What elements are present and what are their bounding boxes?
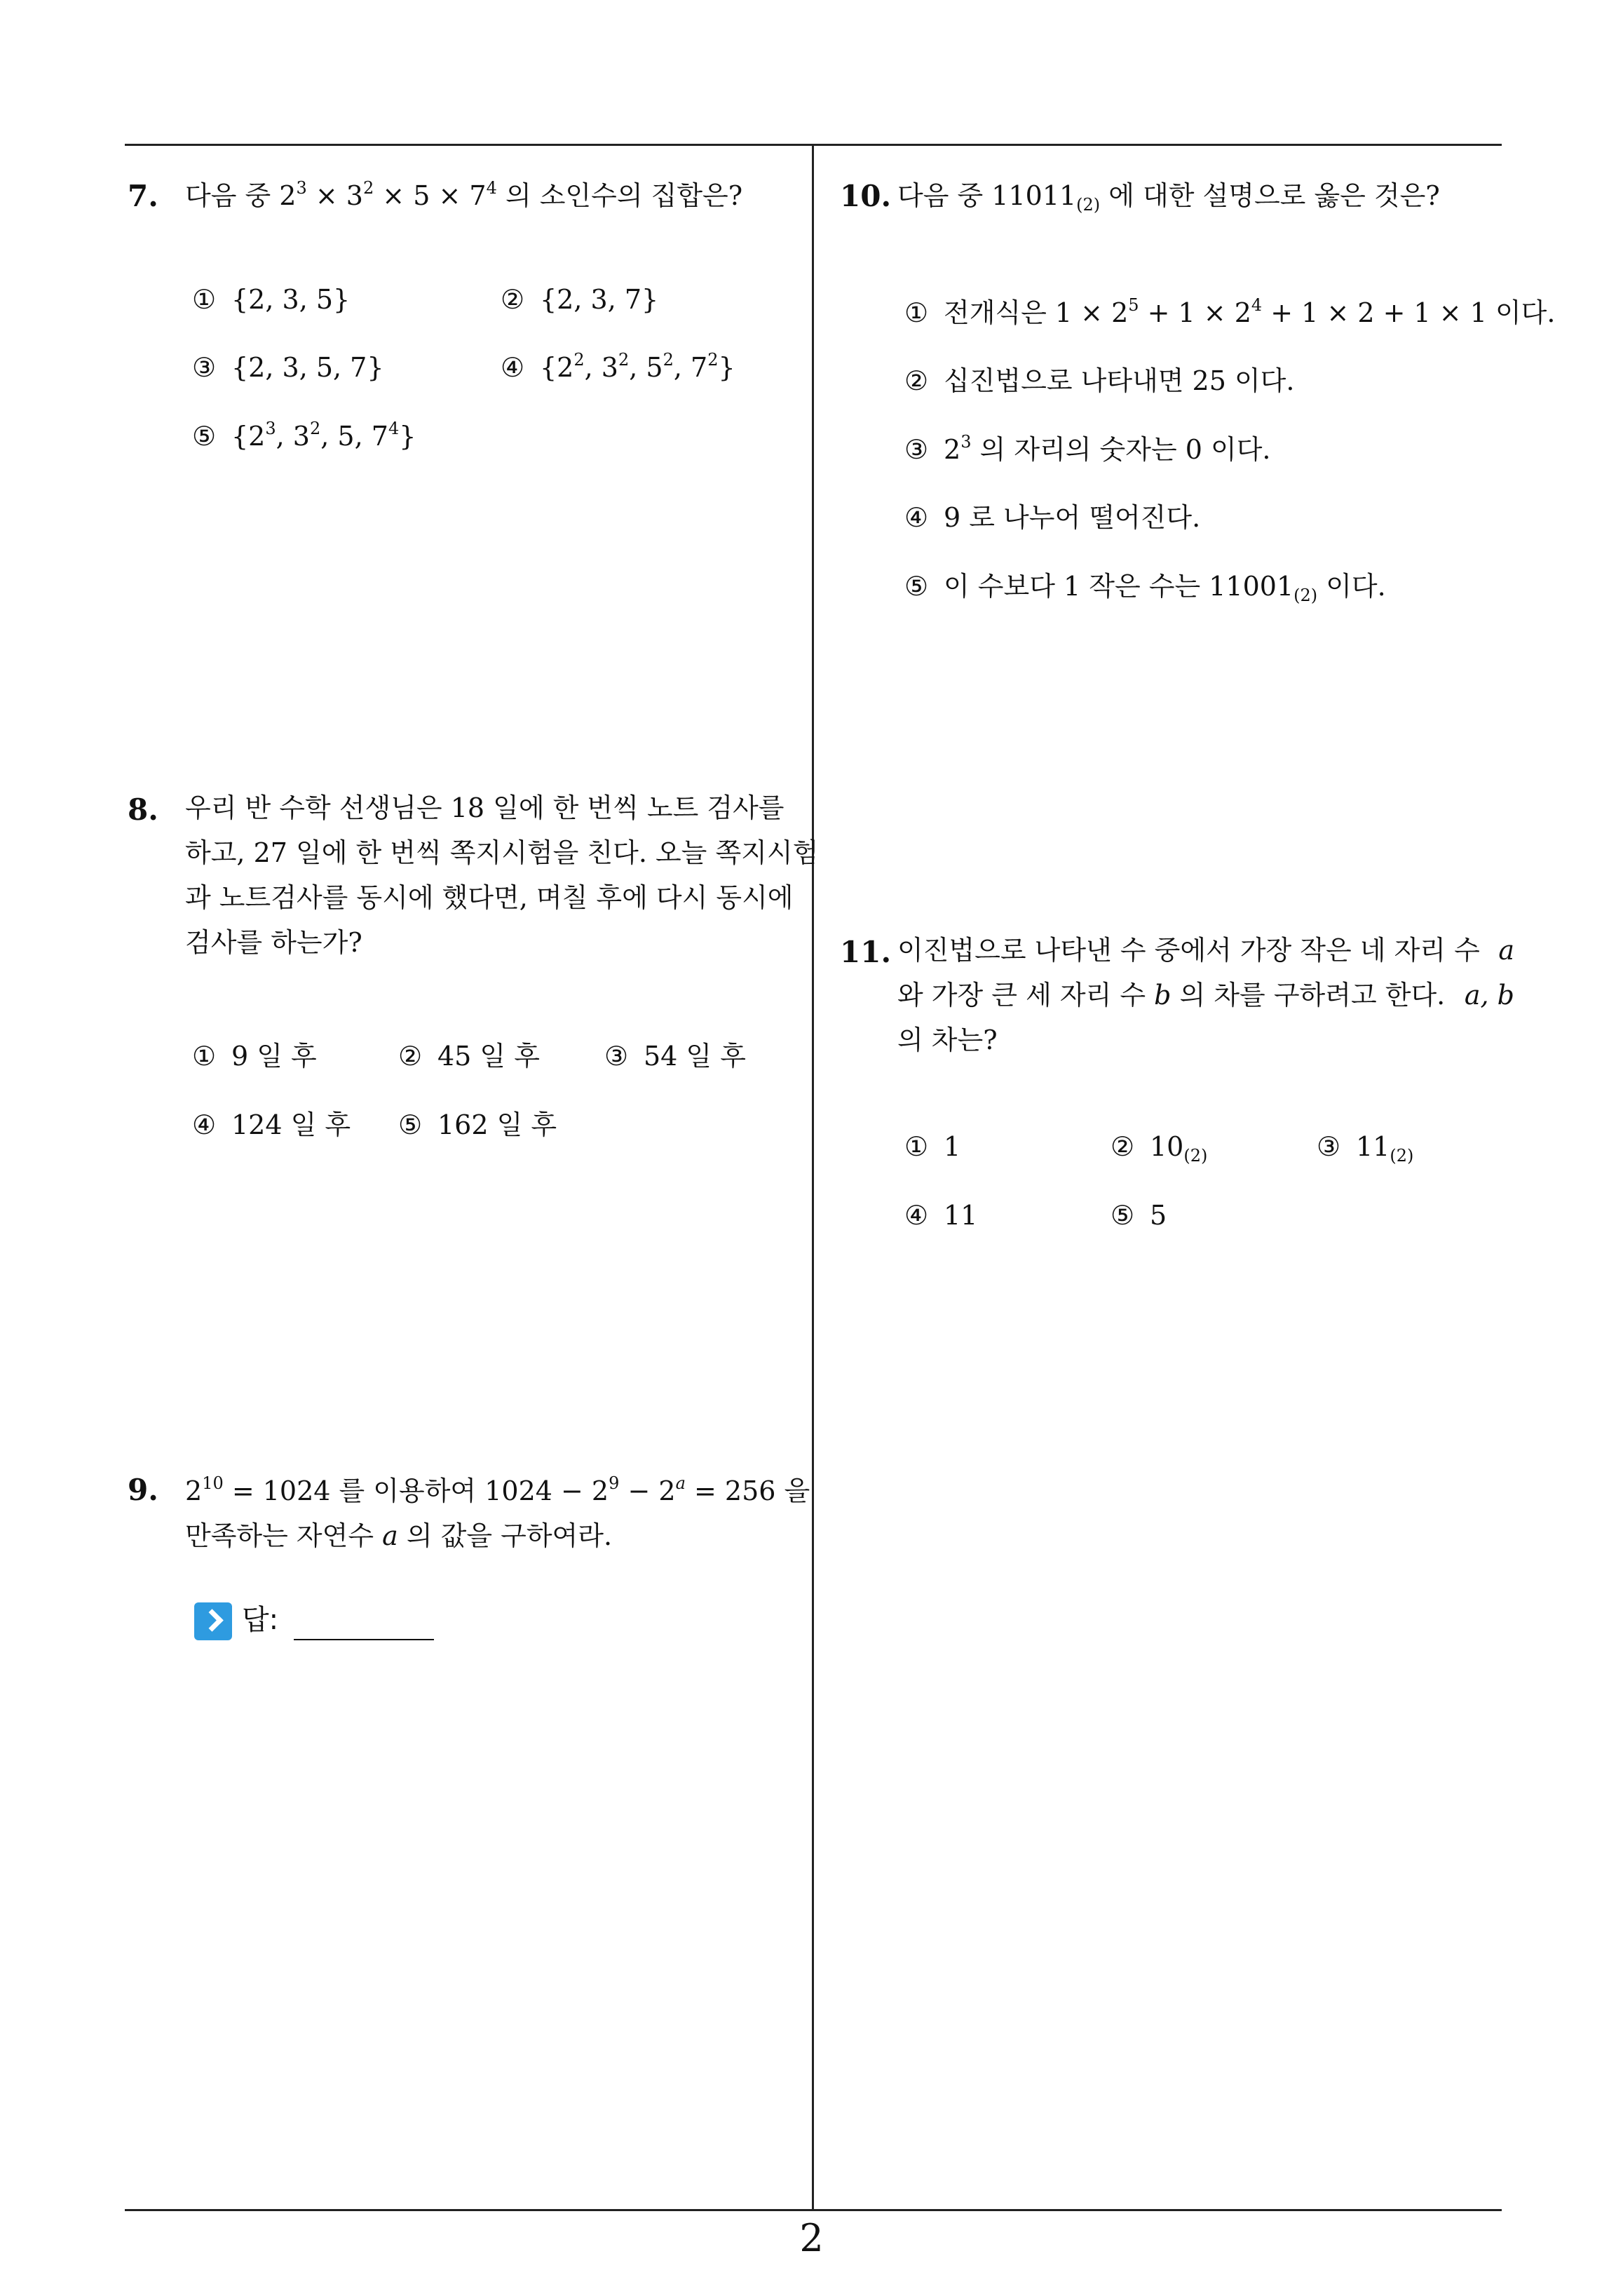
- arrow-right-icon: [194, 1602, 232, 1640]
- answer-row: [194, 1598, 434, 1640]
- option-2[interactable]: ② {2, 3, 7}: [501, 284, 659, 315]
- option-3[interactable]: ③ {2, 3, 5, 7}: [192, 352, 384, 383]
- option-4[interactable]: ④ {$2^2$, $3^2$, $5^2$, $7^2$}: [501, 350, 735, 383]
- option-5[interactable]: ⑤ 이 수보다 1 작은 수는 $11001_{(2)}$ 이다.: [904, 571, 1386, 605]
- option-5[interactable]: ⑤ 5: [1111, 1200, 1167, 1231]
- answer-label: 답:: [242, 1604, 279, 1636]
- question-text: 다음 중 $2^3 \times 3^2 \times 5 \times 7^4$ 의 소인수의 집합은?: [185, 178, 743, 211]
- question-10: [840, 179, 1556, 628]
- option-4[interactable]: ④ 11: [904, 1200, 978, 1231]
- option-3[interactable]: ③ 54 일 후: [604, 1041, 746, 1072]
- question-number: 7.: [128, 179, 158, 213]
- question-7: [128, 179, 801, 473]
- question-text: $2^{10} = 1024$ 를 이용하여 $1024 - 2^9 - 2^a = 256$ 을 만족하는 자연수 a 의 값을 구하여라.: [185, 1473, 810, 1551]
- question-number: 9.: [128, 1473, 158, 1507]
- question-text: 이진법으로 나타낸 수 중에서 가장 작은 네 자리 수 a 와 가장 큰 세 자리 수 b 의 차를 구하려고 한다. a, b 의 차는?: [897, 935, 1514, 1055]
- question-number: 10.: [840, 179, 892, 213]
- column-divider: [812, 145, 814, 2210]
- option-1[interactable]: ① 9 일 후: [192, 1041, 317, 1072]
- answer-blank[interactable]: [294, 1611, 434, 1640]
- option-1[interactable]: ① {2, 3, 5}: [192, 284, 351, 315]
- page-number: 2: [799, 2216, 824, 2260]
- option-1[interactable]: ① 1: [904, 1131, 961, 1162]
- option-5[interactable]: ⑤ {$2^3$, $3^2$, 5, $7^4$}: [192, 419, 416, 452]
- question-number: 8.: [128, 792, 158, 827]
- option-5[interactable]: ⑤ 162 일 후: [398, 1109, 557, 1140]
- bottom-rule: [125, 2209, 1502, 2211]
- option-1[interactable]: ① 전개식은 $1 \times 2^5 + 1 \times 2^4 + 1 \times 2 + 1 \times 1$ 이다.: [904, 295, 1556, 328]
- option-2[interactable]: ② 십진법으로 나타내면 25 이다.: [904, 365, 1295, 396]
- question-9: [128, 1473, 810, 1683]
- question-8: [128, 792, 819, 1157]
- question-text: 다음 중 $11011_{(2)}$ 에 대한 설명으로 옳은 것은?: [897, 180, 1440, 215]
- option-3[interactable]: ③ $11_{(2)}$: [1317, 1131, 1414, 1166]
- option-4[interactable]: ④ 9 로 나누어 떨어진다.: [904, 502, 1201, 533]
- option-4[interactable]: ④ 124 일 후: [192, 1109, 351, 1140]
- question-11: [840, 935, 1513, 1243]
- question-number: 11.: [840, 935, 892, 969]
- option-3[interactable]: ③ $2^3$ 의 자리의 숫자는 0 이다.: [904, 432, 1271, 465]
- option-2[interactable]: ② $10_{(2)}$: [1111, 1131, 1208, 1166]
- option-2[interactable]: ② 45 일 후: [398, 1041, 540, 1072]
- question-text: 우리 반 수학 선생님은 18 일에 한 번씩 노트 검사를 하고, 27 일에 한 번씩 쪽지시험을 친다. 오늘 쪽지시험 과 노트검사를 동시에 했다면, 며칠 후에 다시 동시에 검사를 하는가?: [185, 792, 819, 958]
